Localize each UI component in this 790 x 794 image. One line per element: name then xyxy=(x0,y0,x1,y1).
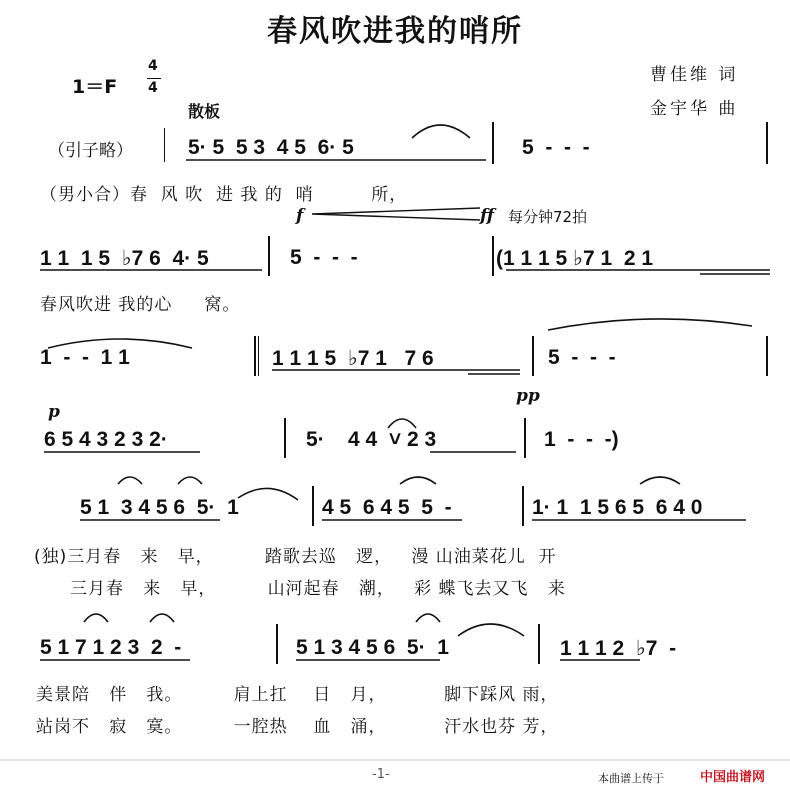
lyrics-line: 站岗不 寂 寞。 一腔热 血 涌， 汗水也芬 芳， xyxy=(36,717,559,737)
page-number: -1- xyxy=(372,767,390,782)
slur xyxy=(400,477,436,484)
measure-notes: 6 5 4 3 2 3 2· xyxy=(44,428,168,451)
slur xyxy=(388,419,416,428)
time-signature-bottom: 4 xyxy=(148,80,158,96)
tempo-marking: 散板 xyxy=(188,102,221,121)
measure-notes: 4 5 6 4 5 5 - xyxy=(322,496,452,519)
measure-notes: 1 1 1 5 ♭7 6 4· 5 xyxy=(40,247,209,270)
song-title: 春风吹进我的哨所 xyxy=(267,14,523,49)
slur xyxy=(412,125,470,138)
measure-notes: 5· 5 5 3 4 5 6· 5 xyxy=(188,136,354,159)
key-signature: 1＝F xyxy=(72,76,118,98)
lyrics-line: 春风吹进 我的心 窝。 xyxy=(40,295,241,315)
slur xyxy=(548,319,752,330)
measure-notes: 5 1 3 4 5 6 5· 1 xyxy=(80,496,239,519)
measure-notes: 5 1 3 4 5 6 5· 1 xyxy=(296,636,449,659)
measure-notes: 1 - - 1 1 xyxy=(40,346,130,369)
slur xyxy=(178,477,202,484)
slur xyxy=(48,339,192,348)
tempo-change: 每分钟72拍 xyxy=(508,208,588,226)
slur xyxy=(640,477,680,484)
measure-notes: 5 - - - xyxy=(548,346,616,369)
intro-note: （引子略） xyxy=(48,141,133,161)
slur xyxy=(238,488,298,500)
time-signature-top: 4 xyxy=(148,58,158,74)
measure-notes: 5 - - - xyxy=(522,136,590,159)
measure-notes: 5 - - - xyxy=(290,246,358,269)
measure-notes: 1· 1 1 5 6 5 6 4 0 xyxy=(532,496,703,519)
measure-notes: 5 1 7 1 2 3 2 - xyxy=(40,636,182,659)
crescendo-hairpin xyxy=(312,208,480,220)
lyrics-line: (独)三月春 来 早， 踏歌去巡 逻， 漫 山油菜花儿 开 xyxy=(34,547,557,567)
measure-notes: 1 1 1 2 ♭7 - xyxy=(560,637,677,660)
lyrics-line: 美景陪 伴 我。 肩上扛 日 月， 脚下踩风 雨， xyxy=(36,685,559,705)
slur xyxy=(458,624,524,636)
slur xyxy=(416,614,440,622)
dynamic-p: p xyxy=(48,402,60,422)
lyrics-line: （男小合）春 风 吹 进 我 的 哨 所， xyxy=(40,185,408,205)
slur xyxy=(118,477,142,484)
lyrics-line: 三月春 来 早， 山河起春 潮， 彩 蝶飞去又飞 来 xyxy=(70,579,566,599)
slur xyxy=(150,614,174,622)
composer-credit: 金宇华 曲 xyxy=(650,99,739,119)
dynamic-ff: ff xyxy=(480,206,495,226)
dynamic-f: f xyxy=(296,206,304,226)
measure-notes: 5· 4 4 ˅ 2 3 xyxy=(306,428,437,451)
measure-notes: 1 - - -) xyxy=(544,428,619,451)
lyricist-credit: 曹佳维 词 xyxy=(650,65,739,85)
upload-note: 本曲谱上传于 xyxy=(598,772,664,785)
measure-notes: 1 1 1 5 ♭7 1 7 6 xyxy=(272,347,434,370)
dynamic-pp: pp xyxy=(516,386,540,406)
slur xyxy=(84,614,108,622)
site-logo[interactable]: 中国曲谱网 xyxy=(700,770,766,785)
measure-notes: (1 1 1 5 ♭7 1 2 1 xyxy=(496,247,654,270)
